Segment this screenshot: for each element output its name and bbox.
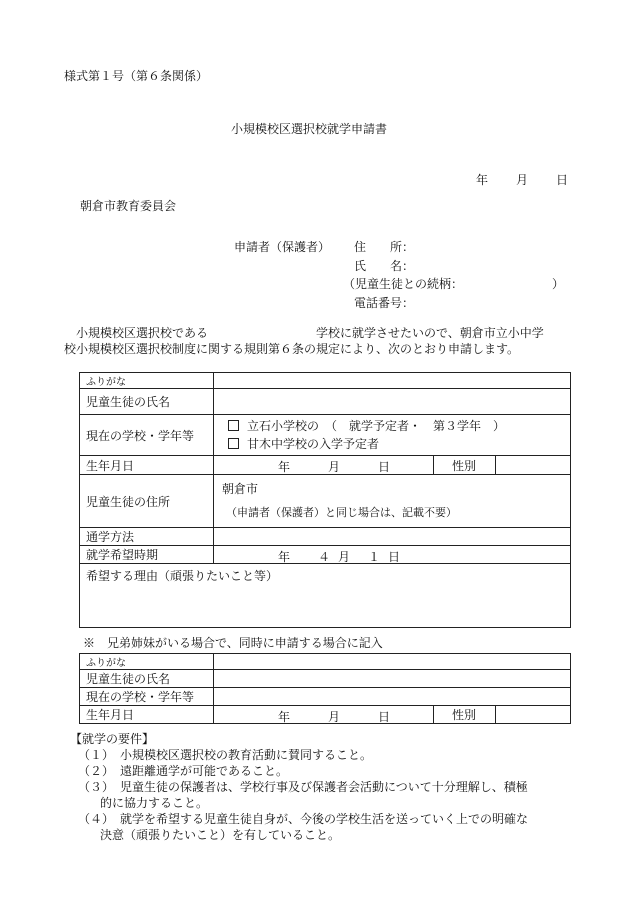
intro-line1a: 小規模校区選択校である: [76, 326, 209, 340]
applicant-relation-close: ）: [552, 277, 565, 291]
sibling-gender-label: 性別: [434, 706, 496, 724]
date-year-label: 年: [476, 173, 489, 187]
gender-field[interactable]: [496, 456, 571, 475]
form-number: 様式第１号（第６条関係）: [64, 69, 209, 83]
intro-line2: 校小規模校区選択校制度に関する規則第６条の規定により、次のとおり申請します。: [64, 342, 520, 356]
page-title: 小規模校区選択校就学申請書: [231, 122, 388, 136]
option-amagi[interactable]: 甘木中学校の入学予定者: [228, 435, 564, 453]
requirement-2: （２） 遠距離通学が可能であること。: [78, 764, 289, 778]
requirement-4: （４） 就学を希望する児童生徒自身が、今後の学校生活を送っていく上での明確な: [78, 812, 529, 826]
requirement-3-cont: 的に協力すること。: [100, 796, 209, 810]
birth-field[interactable]: 年 月 日: [214, 456, 434, 475]
reason-label: 希望する理由（頑張りたいこと等）: [86, 569, 279, 583]
addressee: 朝倉市教育委員会: [80, 199, 177, 213]
requirement-1: （１） 小規模校区選択校の教育活動に賛同すること。: [78, 748, 373, 762]
desired-time-label: 就学希望時期: [80, 546, 214, 564]
sibling-name-field[interactable]: [214, 670, 571, 688]
applicant-name-label: 氏 名：: [354, 259, 415, 273]
requirement-4-cont: 決意（頑張りたいこと）を有していること。: [100, 828, 341, 842]
date-day-label: 日: [556, 173, 569, 187]
commute-label: 通学方法: [80, 528, 214, 546]
checkbox-icon[interactable]: [228, 438, 239, 449]
sibling-school-label: 現在の学校・学年等: [80, 688, 214, 706]
gender-label: 性別: [434, 456, 496, 475]
application-table: [79, 372, 571, 628]
commute-field[interactable]: [214, 528, 571, 546]
furigana-label: ふりがな: [80, 373, 214, 389]
sibling-birth-field[interactable]: 年 月 日: [214, 706, 434, 724]
sibling-school-field[interactable]: [214, 688, 571, 706]
sibling-furigana-field[interactable]: [214, 654, 571, 670]
applicant-address-label: 住 所：: [354, 240, 415, 254]
requirement-3: （３） 児童生徒の保護者は、学校行事及び保護者会活動について十分理解し、積極: [78, 780, 528, 794]
applicant-label: 申請者（保護者）: [234, 240, 331, 254]
sibling-birth-label: 生年月日: [80, 706, 214, 724]
sibling-gender-field[interactable]: [496, 706, 571, 724]
sibling-note: ※ 兄弟姉妹がいる場合で、同時に申請する場合に記入: [83, 636, 383, 650]
birth-label: 生年月日: [80, 456, 214, 475]
applicant-phone-label: 電話番号：: [354, 296, 415, 310]
student-name-field[interactable]: [214, 389, 571, 415]
reason-field[interactable]: [80, 564, 571, 628]
furigana-field[interactable]: [214, 373, 571, 389]
requirements-heading: 【就学の要件】: [70, 732, 155, 746]
address-field[interactable]: 朝倉市 （申請者（保護者）と同じ場合は、記載不要）: [214, 475, 571, 528]
current-school-options: [214, 415, 571, 456]
desired-time-field[interactable]: 年 ４ 月 １ 日: [214, 546, 571, 564]
intro-line1b: 学校に就学させたいので、朝倉市立小中学: [316, 326, 544, 340]
date-month-label: 月: [516, 173, 529, 187]
sibling-furigana-label: ふりがな: [80, 654, 214, 670]
sibling-table: [79, 653, 571, 724]
student-name-label: 児童生徒の氏名: [80, 389, 214, 415]
requirements: [70, 731, 570, 843]
applicant-relation-label: （児童生徒との続柄：: [343, 277, 464, 291]
checkbox-icon[interactable]: [228, 420, 239, 431]
option-tateishi[interactable]: 立石小学校の （ 就学予定者・ 第３学年 ）: [228, 417, 564, 435]
sibling-name-label: 児童生徒の氏名: [80, 670, 214, 688]
current-school-label: 現在の学校・学年等: [80, 415, 214, 456]
address-label: 児童生徒の住所: [80, 475, 214, 528]
